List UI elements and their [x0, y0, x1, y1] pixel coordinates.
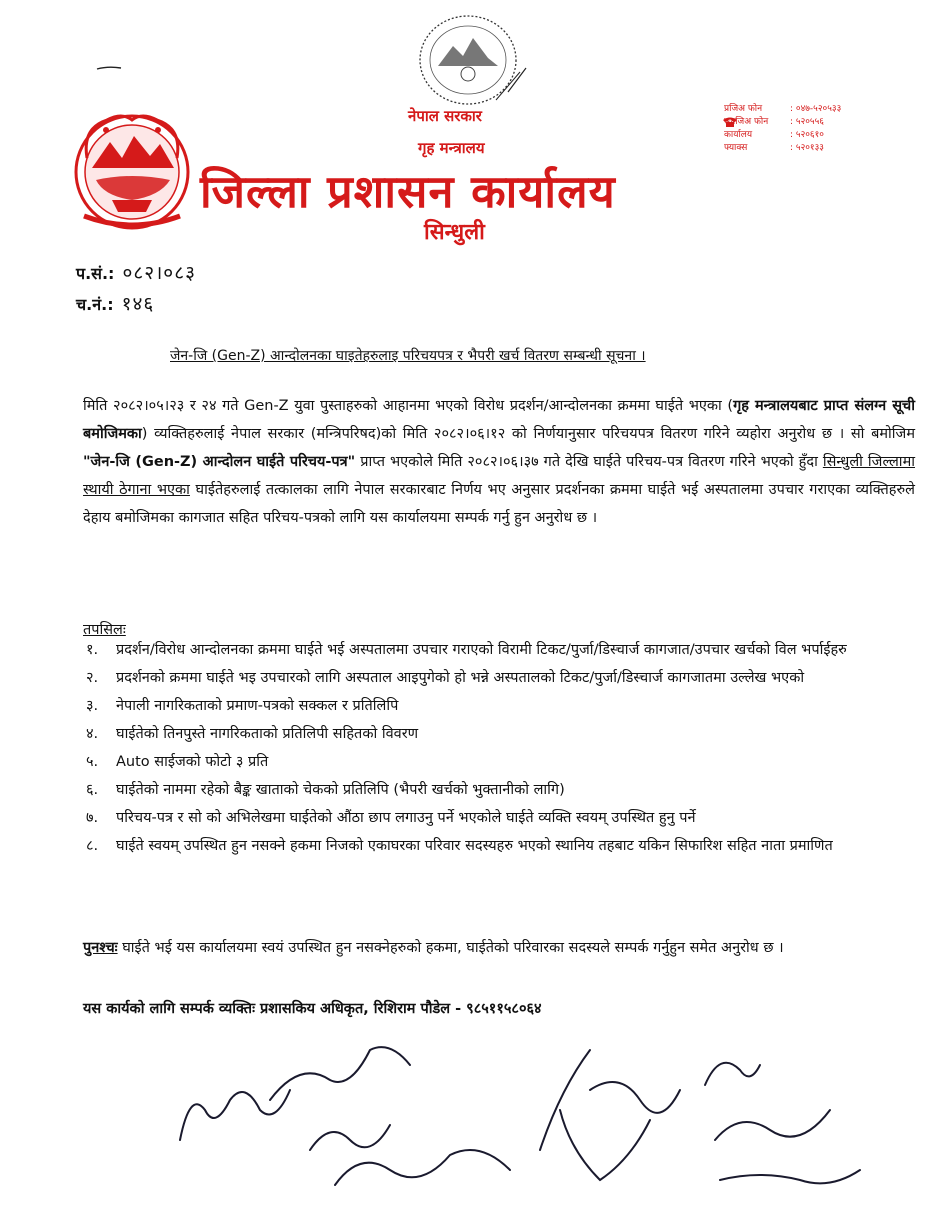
item-text: घाईतेको नाममा रहेको बैङ्क खाताको चेकको प्रतिलिपि (भैपरी खर्चको भुक्तानीको लागि) — [116, 782, 565, 798]
list-item — [86, 748, 916, 776]
contact-label: सप्रजिअ फोन — [724, 117, 769, 127]
item-number: २. — [86, 670, 99, 686]
notice-body — [83, 392, 915, 532]
list-item — [86, 776, 916, 804]
ps-label: प.सं.: — [76, 264, 115, 283]
list-item — [86, 664, 916, 692]
item-text: प्रदर्शन/विरोध आन्दोलनका क्रममा घाईते भई अस्पतालमा उपचार गराएको विरामी टिकट/पुर्जा/डिस्चार्ज कागजात/उपचार खर्चको विल भर्पाईहरु — [116, 642, 847, 658]
list-item — [86, 832, 916, 860]
postscript-text: घाईते भई यस कार्यालयमा स्वयं उपस्थित हुन नसक्नेहरुको हकमा, घाईतेको परिवारका सदस्यले सम्पर्क गर्नुहुन समेत अनुरोध छ । — [117, 940, 784, 956]
signatures — [160, 1030, 880, 1210]
item-text: घाईते स्वयम् उपस्थित हुन नसक्ने हकमा निजको एकाघरका परिवार सदस्यहरु भएको स्थानिय तहबाट यकिन सिफारिश सहित नाता प्रमाणित — [116, 838, 833, 854]
item-text: Auto साईजको फोटो ३ प्रति — [116, 754, 269, 770]
contact-row — [724, 142, 894, 155]
contact-row — [724, 129, 894, 142]
contact-person: यस कार्यको लागि सम्पर्क व्यक्तिः प्रशासकिय अधिकृत, रिशिराम पौडेल - ९८५११५८०६४ — [83, 1001, 542, 1017]
postscript-note — [83, 934, 915, 962]
government-name: नेपाल सरकार — [408, 107, 482, 125]
ministry-name: गृह मन्त्रालय — [418, 139, 485, 157]
cn-label: च.नं.: — [76, 295, 114, 314]
contact-row — [724, 103, 894, 116]
contact-label: प्रजिअ फोन — [724, 104, 763, 114]
requirements-list — [86, 636, 916, 860]
body-bold: गृह मन्त्रालयबाट प्राप्त संलग्न सूची बमोजिमका — [83, 398, 915, 442]
list-item — [86, 720, 916, 748]
item-number: ४. — [86, 726, 99, 742]
body-text: प्राप्त भएकोले मिति २०८२।०६।३७ गते देखि घाईते परिचय-पत्र वितरण गरिने भएको हुँदा — [355, 454, 823, 470]
contact-value: : ५२०५५६ — [790, 117, 824, 127]
item-number: ३. — [86, 698, 99, 714]
contact-label: फ्याक्स — [724, 143, 748, 153]
list-item — [86, 804, 916, 832]
cn-value: १४६ — [121, 293, 155, 315]
letter-ref-number — [76, 258, 196, 289]
item-number: ७. — [86, 810, 99, 826]
body-text: घाईतेहरुलाई तत्कालका लागि नेपाल सरकारबाट निर्णय भए अनुसार प्रदर्शनका क्रममा घाईते भई अस्पतालमा उपचार गराएका व्यक्तिहरुले देहाय बमोजिमका कागजात सहित परिचय-पत्रको लागि यस कार्यालयमा सम्पर्क गर्नु हुन अनुरोध छ । — [83, 482, 915, 526]
contact-value: : ०४७-५२०५३३ — [790, 104, 842, 114]
item-number: ६. — [86, 782, 99, 798]
contact-label: कार्यालय — [724, 130, 753, 140]
margin-mark — [96, 64, 122, 72]
item-text: घाईतेको तिनपुस्ते नागरिकताको प्रतिलिपी सहितको विवरण — [116, 726, 419, 742]
item-number: ५. — [86, 754, 99, 770]
list-heading: तपसिलः — [83, 622, 126, 638]
item-text: परिचय-पत्र र सो को अभिलेखमा घाईतेको औंठा छाप लगाउनु पर्ने भएकोले घाईते व्यक्ति स्वयम् उपस्थित हुनु पर्ने — [116, 810, 696, 826]
notice-subject: जेन-जि (Gen-Z) आन्दोलनका घाइतेहरुलाइ परिचयपत्र र भैपरी खर्च वितरण सम्बन्धी सूचना । — [170, 348, 646, 364]
body-bold: "जेन-जि (Gen-Z) आन्दोलन घाईते परिचय-पत्र" — [83, 454, 356, 470]
ps-value: ०८२।०८३ — [122, 262, 196, 284]
office-title: जिल्ला प्रशासन कार्यालय — [200, 165, 616, 218]
contact-value: : ५२०६१० — [790, 130, 824, 140]
item-number: ८. — [86, 838, 99, 854]
office-stamp — [408, 8, 538, 118]
contact-value: : ५२०१३३ — [790, 143, 824, 153]
dispatch-number — [76, 289, 196, 320]
item-number: १. — [86, 642, 99, 658]
nepal-emblem — [62, 108, 202, 238]
body-underlined: सिन्धुली जिल्लामा स्थायी ठेगाना भएका — [83, 454, 915, 498]
postscript-label: पुनश्चः — [83, 940, 118, 956]
item-text: प्रदर्शनको क्रममा घाईते भइ उपचारको लागि अस्पताल आइपुगेको हो भन्ने अस्पतालको टिकट/पुर्जा/डिस्चार्ज कागजातमा उल्लेख भएको — [116, 670, 805, 686]
district-name: सिन्धुली — [424, 220, 485, 245]
contact-row — [724, 116, 894, 129]
item-text: नेपाली नागरिकताको प्रमाण-पत्रको सक्कल र प्रतिलिपि — [116, 698, 399, 714]
contact-block — [724, 103, 894, 155]
body-text: मिति २०८२।०५।२३ र २४ गते Gen-Z युवा पुस्ताहरुको आहानमा भएको विरोध प्रदर्शन/आन्दोलनका क्रममा घाईते भएका ( — [83, 398, 734, 414]
reference-block — [76, 258, 196, 320]
body-text: ) व्यक्तिहरुलाई नेपाल सरकार (मन्त्रिपरिषद)को मिति २०८२।०६।१२ को निर्णयानुसार परिचयपत्र वितरण गरिने व्यहोरा अनुरोध छ । सो बमोजिम — [141, 426, 915, 442]
list-item — [86, 636, 916, 664]
list-item — [86, 692, 916, 720]
